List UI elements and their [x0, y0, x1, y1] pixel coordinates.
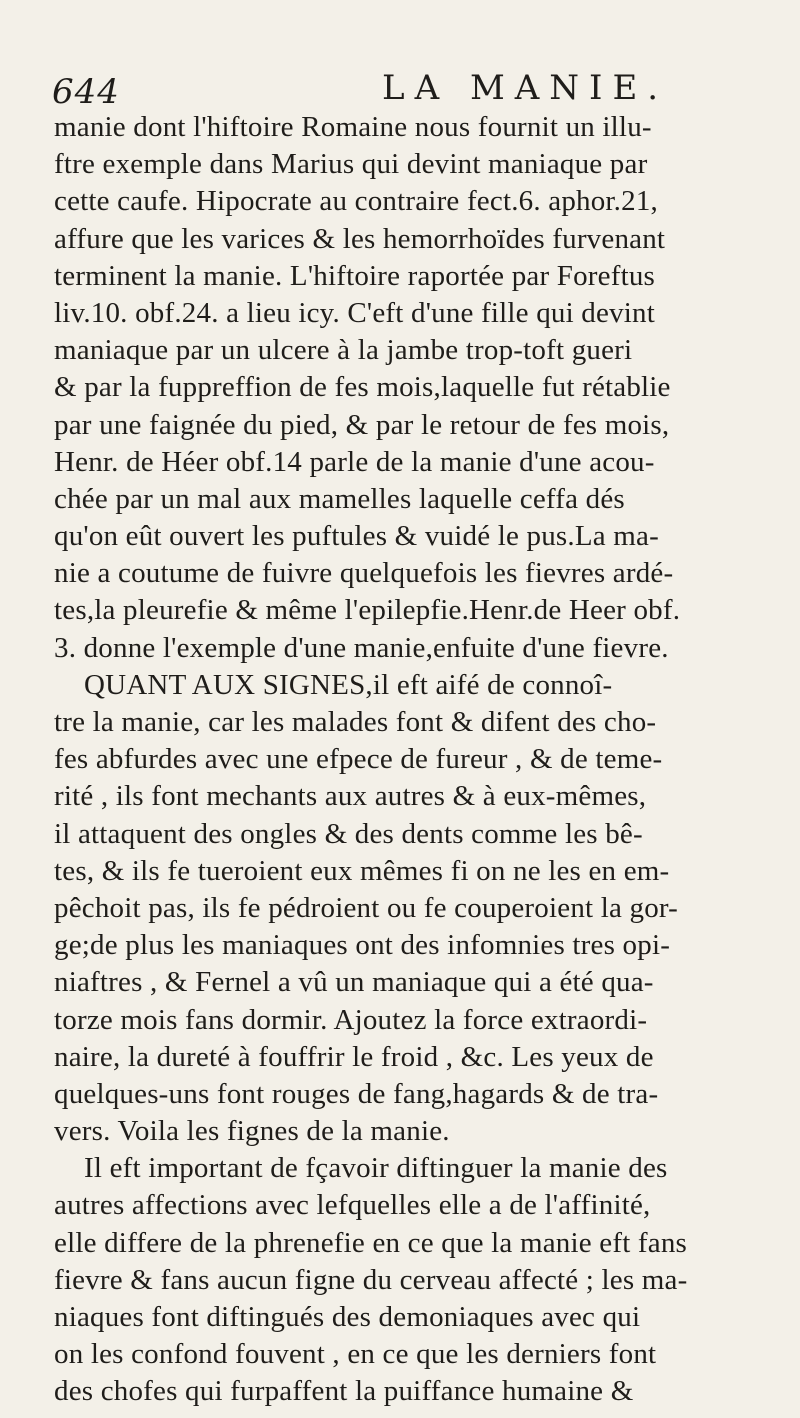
text-line: affure que les varices & les hemorrhoïdes furvenant	[54, 222, 666, 255]
text-line: Henr. de Héer obf.14 parle de la manie d'une acou-	[54, 445, 655, 478]
text-line: liv.10. obf.24. a lieu icy. C'eft d'une fille qui devint	[54, 296, 655, 329]
text-line: Il eft important de fçavoir diftinguer la manie des	[84, 1152, 668, 1185]
text-line: manie dont l'hiftoire Romaine nous fournit un illu-	[54, 111, 652, 143]
text-line: cette caufe. Hipocrate au contraire fect.6. aphor.21,	[54, 185, 658, 218]
text-line: vers. Voila les fignes de la manie.	[54, 1115, 450, 1148]
text-line: naire, la dureté à fouffrir le froid , &c. Les yeux de	[54, 1040, 654, 1073]
text-line: tre la manie, car les malades font & difent des cho-	[54, 706, 657, 738]
text-line: & par la fuppreffion de fes mois,laquelle fut rétablie	[54, 371, 671, 404]
text-line: nie a coutume de fuivre quelquefois les fievres ardé-	[54, 557, 674, 590]
text-line: tes, & ils fe tueroient eux mêmes fi on ne les en em-	[54, 854, 670, 887]
text-line: on les confond fouvent , en ce que les derniers font	[54, 1338, 657, 1371]
text-line: autres affections avec lefquelles elle a de l'affinité,	[54, 1189, 651, 1222]
text-line: maniaque par un ulcere à la jambe trop-toft gueri	[54, 334, 633, 367]
text-line: fes abfurdes avec une efpece de fureur , & de teme-	[54, 743, 663, 776]
text-line: niaques font diftingués des demoniaques avec qui	[54, 1301, 641, 1333]
page-number: 644	[52, 72, 120, 112]
running-title: LA MANIE.	[382, 68, 669, 108]
text-line: rité , ils font mechants aux autres & à eux-mêmes,	[54, 780, 647, 813]
text-line: fievre & fans aucun figne du cerveau affecté ; les ma-	[54, 1263, 688, 1296]
text-line: des chofes qui furpaffent la puiffance humaine &	[54, 1375, 634, 1408]
text-line: il attaquent des ongles & des dents comme les bê-	[54, 817, 643, 850]
text-line: quelques-uns font rouges de fang,hagards & de tra-	[54, 1077, 659, 1110]
text-line: QUANT AUX SIGNES,il eft aifé de connoî-	[84, 668, 613, 701]
text-line: chée par un mal aux mamelles laquelle ceffa dés	[54, 482, 625, 515]
text-line: qu'on eût ouvert les puftules & vuidé le pus.La ma-	[54, 520, 659, 553]
text-line: par une faignée du pied, & par le retour de fes mois,	[54, 408, 670, 441]
text-line: 3. donne l'exemple d'une manie,enfuite d'une fievre.	[54, 631, 669, 664]
text-line: ge;de plus les maniaques ont des infomnies tres opi-	[54, 929, 671, 962]
text-line: tes,la pleurefie & même l'epilepfie.Henr.de Heer obf.	[54, 594, 681, 627]
text-line: elle differe de la phrenefie en ce que la manie eft fans	[54, 1226, 688, 1259]
text-line: torze mois fans dormir. Ajoutez la force extraordi-	[54, 1003, 648, 1036]
text-line: pêchoit pas, ils fe pédroient ou fe couperoient la gor-	[54, 891, 679, 924]
body-text	[54, 109, 774, 1411]
text-line: ftre exemple dans Marius qui devint maniaque par	[54, 148, 648, 181]
text-line: terminent la manie. L'hiftoire raportée par Foreftus	[54, 259, 656, 292]
text-line: niaftres , & Fernel a vû un maniaque qui a été qua-	[54, 966, 654, 999]
